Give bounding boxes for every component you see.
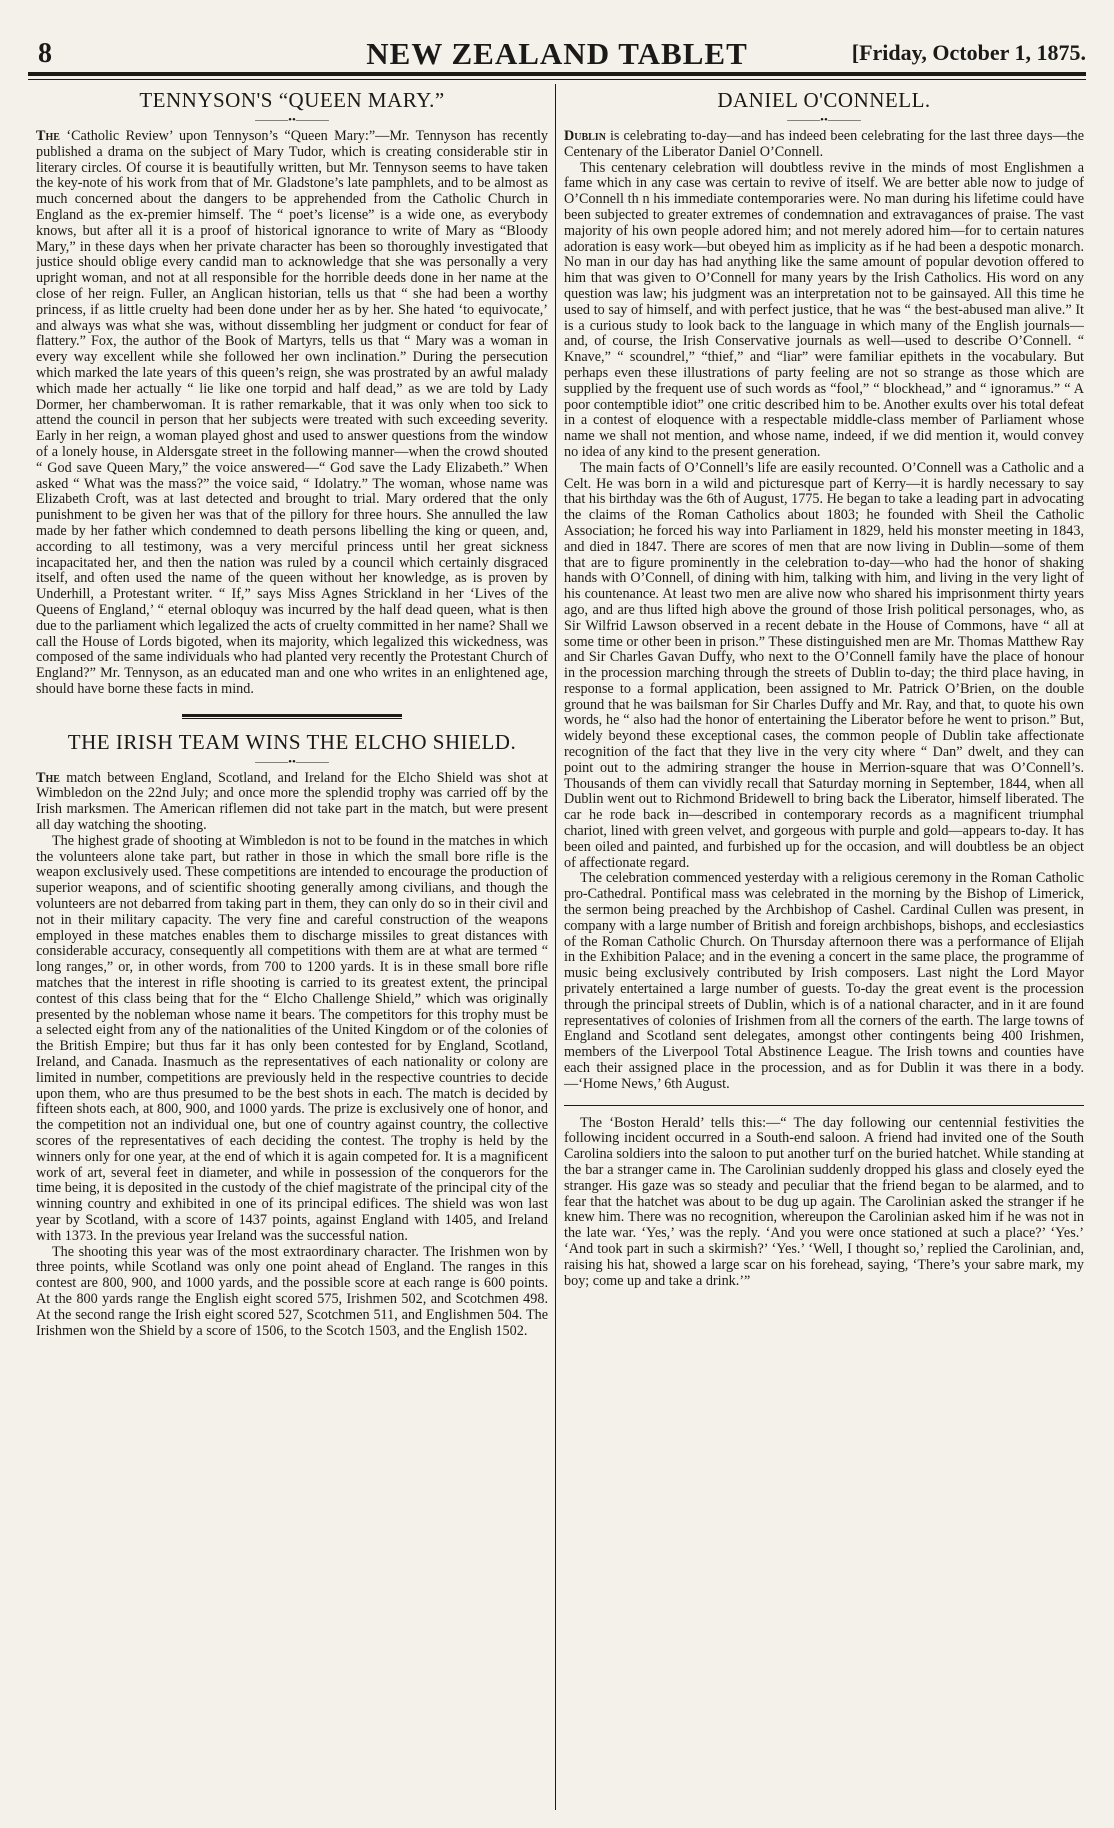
- article-paragraph: [564, 129, 1084, 161]
- issue-date: [Friday, October 1, 1875.: [851, 40, 1086, 65]
- article-title-elcho: THE IRISH TEAM WINS THE ELCHO SHIELD.: [67, 729, 517, 754]
- left-column: [36, 84, 548, 1810]
- masthead-title: NEW ZEALAND TABLET: [366, 36, 748, 71]
- title-ornament: ———••———: [255, 114, 329, 126]
- section-separator: [182, 712, 402, 720]
- article-paragraph: The highest grade of shooting at Wimbledon is not to be found in the matches in which the volunteers alone take part, but rather in those in which the small bore rifle is the weapon exclusively used. These competitions are intended to encourage the production of superior weapons, and of scientific shooting generally among civilians, and though the volunteers are not debarred from taking part in them, they can only do so in their civil and not in their military capacity. The very fine and careful construction of the weapons employed in these matches enables them to discharge missiles to great distances with considerable accuracy, consequently all competitions with them are at what are termed “ long ranges,” or, in other words, from 700 to 1200 yards. It is in these small bore rifle matches that the interest in rifle shooting is carried to its greatest extent, the principal contest of this class being that for the “ Elcho Challenge Shield,” which was originally presented by the nobleman whose name it bears. The competitors for this trophy must be a selected eight from any of the nationalities of the United Kingdom or of the colonies of the British Empire; but thus far it has only been contested for by England, Scotland, Ireland, and Canada. Inasmuch as the representatives of each nationality or colony are limited in number, competitions are previously held in the respective countries to decide upon them, who are thus presumed to be the best shots in each. The match is decided by fifteen shots each, at 800, 900, and 1000 yards. The prize is exclusively one of honor, and the competition not an individual one, but one of country against country, the collective scores of the representatives of each deciding the contest. The trophy is held by the winners only for one year, at the end of which it is again competed for. It is a magnificent work of art, several feet in diameter, and while in possession of the conquerors for the time being, it is deposited in the custody of the chief magistrate of the principal city of the winning country and exhibited in one of its principal edifices. The shield was won last year by Scotland, with a score of 1437 points, against England with 1405, and Ireland with 1373. In the previous year Ireland was the successful nation.: [36, 832, 548, 1244]
- article-paragraph: [36, 129, 548, 698]
- article-title-tennyson: TENNYSON'S “QUEEN MARY.”: [139, 88, 445, 112]
- page-header: [28, 38, 1086, 72]
- lead-word: Dublin: [564, 128, 606, 144]
- title-ornament: ———••———: [787, 114, 861, 126]
- header-rule: [28, 72, 1086, 76]
- paragraph-text: is celebrating to-day—and has indeed been celebrating for the last three days—the Centenary of the Liberator Daniel O’Connell.: [564, 128, 1084, 160]
- paragraph-text: ‘Catholic Review’ upon Tennyson’s “Queen Mary:”—Mr. Tennyson has recently published a drama on the subject of Mary Tudor, which is creating considerable stir in literary circles. Of course it is beautifully written, but Mr. Tennyson seems to have taken the key-note of his work from that of Mr. Gladstone’s late pamphlets, and to be almost as much concerned about the dangers to be apprehended from the Catholic Church in England as the ex-premier himself. The “ poet’s license” is a wide one, as everybody knows, but after all it is a proof of historical ignorance to write of Mary as “Bloody Mary,” in these days when her private character has been so thoroughly investigated that justice should oblige every candid man to acknowledge that she was personally a very upright woman, and not at all responsible for the horrible deeds done in her name at the close of her reign. Fuller, an Anglican historian, tells us that “ she had been a worthy princess, if as little cruelty had been done under her as by her. She hated ‘to equivocate,’ and always was what she was, without dissembling her judgment or conduct for fear of flattery.” Fox, the author of the Book of Martyrs, tells us that “ Mary was a woman in every way excellent while she followed her own inclination.” During the persecution which marked the late years of this queen’s reign, she was prostrated by an awful malady which made her actually “ lie like one torpid and half dead,” as we are told by Lady Dormer, her chamberwoman. It is rather remarkable, that it was only when too sick to attend the council in person that her subjects were treated with such exceeding severity. Early in her reign, a woman played ghost and used to answer questions from the window of a lonely house, in Aldersgate street in the following manner—when the crowd shouted “ God save Queen Mary,” the voice answered—“ God save the Lady Elizabeth.” When asked “ What was the mass?” the voice said, “ Idolatry.” The woman, whose name was Elizabeth Croft, was at last detected and brought to trial. Mary ordered that the only punishment to be given her was that of the pillory for three hours. She annulled the law made by her father which condemned to death persons libelling the king or queen, and, according to all testimony, was a very merciful princess until her great sickness incapacitated her, and then the nation was ruled by a council which certainly disgraced itself, and often used the name of the queen without her knowledge, as is proven by Underhill, a Protestant writer. “ If,” says Miss Agnes Strickland in her ‘Lives of the Queens of England,’ “ eternal obloquy was incurred by the half dead queen, what is then due to the parliament which legalized the acts of cruelty committed in her name? Shall we call the House of Lords bigoted, when its majority, which legalized this wickedness, was composed of the same individuals who had planted very recently the Protestant Church of England?” Mr. Tennyson, as an educated man and one who writes in an enlightened age, should have borne these facts in mind.: [36, 128, 548, 697]
- lead-word: The: [36, 769, 60, 786]
- right-column: [564, 84, 1084, 1810]
- article-paragraph: The main facts of O’Connell’s life are easily recounted. O’Connell was a Catholic and a Celt. He was born in a wild and picturesque part of Kerry—it is hardly necessary to say that his birthday was the 6th of August, 1775. He began to take a leading part in advocating the claims of the Roman Catholics about 1803; he founded with Sheil the Catholic Association; he forced his way into Parliament in 1829, held his monster meeting in 1843, and died in 1847. There are scores of men that are now living in Dublin—some of them that are to figure prominently in the celebration to-day—who had the honor of shaking hands with O’Connell, of dining with him, talking with him, and living in the very light of his countenance. At least two men are alive now who shared his imprisonment thirty years ago, and are thus lifted high above the ground of those Irish political personages, who, as Sir Wilfrid Lawson observed in a recent debate in the House of Commons, have “ all at some time or other been in prison.” These distinguished men are Mr. Thomas Matthew Ray and Sir Charles Gavan Duffy, who next to the O’Connell family have the place of honour in the procession marching through the streets of Dublin to-day; the third place having, in response to a formal application, been assigned to Mr. Patrick O’Brien, on the double ground that he was bailsman for Sir Charles Duffy and Mr. Ray, and that, to quote his own words, he “ also had the honor of entertaining the Liberator before he went to prison.” But, widely beyond these exceptional cases, the common people of Dublin take affectionate recognition of the fact that they live in the very city where “ Dan” dwelt, and they can point out to the admiring stranger the house in Merrion-square that was O’Connell’s. Thousands of them can vividly recall that Saturday morning in September, 1844, when all Dublin went out to Richmond Bridewell to bring back the Liberator, himself liberated. The car he rode back in—described in contemporary records as a magnificent triumphal chariot, lined with green velvet, and gorgeous with purple and gold—appears to-day. It has been oiled and painted, and furbished up for the occasion, and will doubtless be an object of affectionate regard.: [564, 459, 1084, 871]
- article-paragraph: This centenary celebration will doubtless revive in the minds of most Englishmen a fame which in any case was certain to revive of itself. We are better able now to judge of O’Connell th n his immediate contemporaries were. No man during his lifetime could have been subjected to greater extremes of condemnation and extravagances of praise. The vast majority of his own people adored him; and not merely adored him—for to certain natures adoration is easy work—but obeyed him as implicity as if he had been a despotic monarch. No man in our day has had anything like the same amount of popular devotion offered to him that was given to O’Connell for many years by the Irish Catholics. His word on any question was law; his judgment was an interpretation not to be gainsayed. All this time he used to say of himself, and with perfect justice, that he was “ the best-abused man alive.” It is a curious study to look back to the language in which many of the English journals—and, of course, the Irish Conservative journals as well—used to describe O’Connell. “ Knave,” “ scoundrel,” “thief,” and “liar” were familiar epithets in the vocabulary. But perhaps even these illustrations of party feeling are not so strange as those which are supplied by the frequent use of such words as “fool,” “ blockhead,” and “ ignoramus.” “ A poor contemptible idiot” one critic described him to be. Another exults over his total defeat in a contest of eloquence with a respectable middle-class member of Parliament whose name we shall not mention, and whose name, indeed, if we did mention it, would convey no idea of any kind to the present generation.: [564, 159, 1084, 460]
- article-paragraph: The ‘Boston Herald’ tells this:—“ The day following our centennial festivities the following incident occurred in a South-end saloon. A friend had invited one of the South Carolina soldiers into the saloon to put another turf on the buried hatchet. While standing at the bar a stranger came in. The Carolinian suddenly dropped his glass and closely eyed the stranger. His gaze was so steady and peculiar that the friend began to be alarmed, and to fear that the hatchet was about to be dug up again. The Carolinian asked the stranger if he knew him. There was no recognition, whereupon the Carolinian asked him if he was not in the late war. ‘Yes,’ was the reply. ‘And you were once stationed at such a place?’ ‘Yes.’ ‘And took part in such a skirmish?’ ‘Yes.’ ‘Well, I thought so,’ replied the Carolinian, and, raising his hat, showed a large scar on his forehead, saying, ‘There’s your sabre mark, my boy; come up and take a drink.’”: [564, 1114, 1084, 1289]
- article-paragraph: [36, 771, 548, 834]
- section-rule: [564, 1105, 1084, 1106]
- title-ornament: ———••———: [255, 755, 329, 768]
- lead-word: The: [36, 128, 60, 144]
- article-title-oconnell: DANIEL O'CONNELL.: [717, 88, 931, 112]
- paragraph-text: match between England, Scotland, and Ireland for the Elcho Shield was shot at Wimbledon on the 22nd July; and once more the splendid trophy was carried off by the Irish marksmen. The American riflemen did not take part in the match, but were present all day watching the shooting.: [36, 769, 548, 834]
- article-paragraph: The celebration commenced yesterday with a religious ceremony in the Roman Catholic pro-Cathedral. Pontifical mass was celebrated in the morning by the Bishop of Limerick, the sermon being preached by the Archbishop of Cashel. Cardinal Cullen was present, in company with a large number of British and foreign archbishops, bishops, and ecclesiastics of the Roman Catholic Church. On Thursday afternoon there was a performance of Elijah in the Exhibition Palace; and in the evening a concert in the same place, the programme of music being exclusively contributed by Irish composers. Last night the Lord Mayor privately entertained a large number of guests. To-day the great event is the procession through the principal streets of Dublin, which is of a national character, and in it are found representatives of colonies of Irishmen from all the corners of the earth. The large towns of England and Scotland sent delegates, amongst other contingents being 400 Irishmen, members of the Liverpool Total Abstinence League. The Irish towns and counties have each their assigned place in the procession, and as for Dublin it was there in a body.—‘Home News,’ 6th August.: [564, 870, 1084, 1092]
- header-rule-thin: [28, 79, 1086, 80]
- article-paragraph: The shooting this year was of the most extraordinary character. The Irishmen won by three points, while Scotland was only one point ahead of England. The ranges in this contest are 800, 900, and 1000 yards, and the possible score at each range is 600 points. At the 800 yards range the English eight scored 575, Irishmen 502, and Scotchmen 498. At the second range the Irish eight scored 527, Scotchmen 511, and Englishmen 504. The Irishmen won the Shield by a score of 1506, to the Scotch 1503, and the English 1502.: [36, 1243, 548, 1339]
- page-number: 8: [38, 38, 52, 69]
- column-divider: [555, 84, 556, 1810]
